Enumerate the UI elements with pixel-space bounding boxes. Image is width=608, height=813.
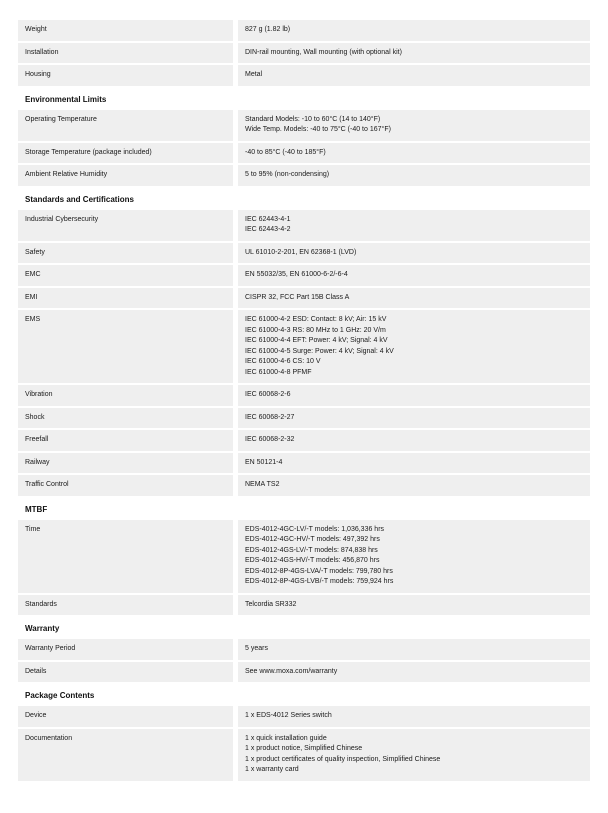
table-row <box>18 385 590 406</box>
table-row <box>18 288 590 309</box>
value-line: IEC 62443-4-1 <box>245 215 291 223</box>
value-line: 1 x quick installation guide <box>245 734 327 742</box>
value-line: EDS-4012-4GC-LV/-T models: 1,036,336 hrs <box>245 525 385 533</box>
row-label: Standards <box>18 595 233 616</box>
value-line: EDS-4012-4GS-LV/-T models: 874,838 hrs <box>245 546 378 554</box>
value-line: IEC 61000-4-8 PFMF <box>245 368 312 376</box>
table-row <box>18 639 590 660</box>
section-title: Warranty <box>25 624 60 633</box>
value-line: -40 to 85°C (-40 to 185°F) <box>245 148 326 156</box>
row-value <box>238 385 590 406</box>
value-line: 827 g (1.82 lb) <box>245 26 291 33</box>
table-row <box>18 43 590 64</box>
table-row <box>18 662 590 683</box>
spec-section <box>18 624 590 682</box>
row-value <box>238 20 590 41</box>
table-row <box>18 243 590 264</box>
table-row <box>18 729 590 781</box>
row-label: EMC <box>18 265 233 286</box>
table-row <box>18 706 590 727</box>
value-line: IEC 61000-4-3 RS: 80 MHz to 1 GHz: 20 V/m <box>245 326 386 334</box>
row-label: Vibration <box>18 385 233 406</box>
table-row <box>18 430 590 451</box>
value-line: 1 x warranty card <box>245 766 299 773</box>
value-line: EDS-4012-4GC-HV/-T models: 497,392 hrs <box>245 536 380 543</box>
table-row <box>18 265 590 286</box>
row-value <box>238 595 590 616</box>
table-row <box>18 408 590 429</box>
table-row <box>18 210 590 241</box>
row-label: EMI <box>18 288 233 309</box>
value-line: EN 55032/35, EN 61000-6-2/-6-4 <box>245 271 348 278</box>
row-label: Ambient Relative Humidity <box>18 165 233 186</box>
row-label: Operating Temperature <box>18 110 233 141</box>
row-value <box>238 662 590 683</box>
spec-section <box>18 20 590 86</box>
row-value <box>238 110 590 141</box>
section-title: Package Contents <box>25 691 95 700</box>
table-row <box>18 520 590 593</box>
row-label: Freefall <box>18 430 233 451</box>
spec-section <box>18 95 590 186</box>
row-label: Housing <box>18 65 233 86</box>
value-line: Standard Models: -10 to 60°C (14 to 140°F) <box>245 115 381 123</box>
row-label: Shock <box>18 408 233 429</box>
value-line: EDS-4012-8P-4GS-LVA/-T models: 799,780 hrs <box>245 567 393 575</box>
value-line: IEC 61000-4-5 Surge: Power: 4 kV; Signal: 4 kV <box>245 347 394 355</box>
value-line: Wide Temp. Models: -40 to 75°C (-40 to 167°F) <box>245 126 391 133</box>
table-row <box>18 143 590 164</box>
row-value <box>238 729 590 781</box>
value-line: 1 x product certificates of quality inspection, Simplified Chinese <box>245 755 441 763</box>
value-line: IEC 61000-4-6 CS: 10 V <box>245 358 321 365</box>
row-label: Details <box>18 662 233 683</box>
row-value <box>238 243 590 264</box>
spec-table <box>18 20 590 781</box>
value-line: IEC 62443-4-2 <box>245 226 291 233</box>
row-value <box>238 475 590 496</box>
value-line: See www.moxa.com/warranty <box>245 667 338 675</box>
value-line: UL 61010-2-201, EN 62368-1 (LVD) <box>245 248 357 256</box>
row-label: Safety <box>18 243 233 264</box>
row-label: Weight <box>18 20 233 41</box>
spec-section <box>18 195 590 496</box>
table-row <box>18 165 590 186</box>
row-value <box>238 165 590 186</box>
row-value <box>238 639 590 660</box>
row-value <box>238 706 590 727</box>
row-label: EMS <box>18 310 233 383</box>
table-row <box>18 65 590 86</box>
value-line: IEC 61000-4-4 EFT: Power: 4 kV; Signal: 4 kV <box>245 337 388 344</box>
section-title: Environmental Limits <box>25 94 107 104</box>
spec-section <box>18 691 590 781</box>
row-value <box>238 65 590 86</box>
row-value <box>238 310 590 383</box>
table-row <box>18 475 590 496</box>
value-line: 5 to 95% (non-condensing) <box>245 171 330 178</box>
value-line: Metal <box>245 71 263 78</box>
value-line: DIN-rail mounting, Wall mounting (with optional kit) <box>245 48 402 56</box>
row-label: Documentation <box>18 729 233 781</box>
table-row <box>18 453 590 474</box>
row-label: Warranty Period <box>18 639 233 660</box>
table-row <box>18 20 590 41</box>
section-title: MTBF <box>25 504 48 514</box>
row-label: Industrial Cybersecurity <box>18 210 233 241</box>
row-value <box>238 143 590 164</box>
row-label: Device <box>18 706 233 727</box>
value-line: IEC 61000-4-2 ESD: Contact: 8 kV; Air: 15 kV <box>245 316 387 323</box>
table-row <box>18 310 590 383</box>
value-line: EDS-4012-8P-4GS-LVB/-T models: 759,924 hrs <box>245 578 394 585</box>
row-label: Traffic Control <box>18 475 233 496</box>
row-value <box>238 430 590 451</box>
value-line: CISPR 32, FCC Part 15B Class A <box>245 293 350 301</box>
row-value <box>238 453 590 474</box>
value-line: EDS-4012-4GS-HV/-T models: 456,870 hrs <box>245 557 380 564</box>
section-title: Standards and Certifications <box>25 194 134 204</box>
value-line: NEMA TS2 <box>245 481 280 488</box>
value-line: 1 x EDS-4012 Series switch <box>245 712 332 719</box>
value-line: IEC 60068-2-6 <box>245 391 291 398</box>
row-value <box>238 210 590 241</box>
value-line: 5 years <box>245 645 268 652</box>
row-label: Installation <box>18 43 233 64</box>
row-label: Railway <box>18 453 233 474</box>
value-line: Telcordia SR332 <box>245 600 297 608</box>
table-row <box>18 110 590 141</box>
spec-section <box>18 505 590 616</box>
value-line: 1 x product notice, Simplified Chinese <box>245 745 363 752</box>
row-label: Storage Temperature (package included) <box>18 143 233 164</box>
row-value <box>238 520 590 593</box>
row-value <box>238 288 590 309</box>
row-value <box>238 265 590 286</box>
value-line: IEC 60068-2-27 <box>245 413 295 421</box>
row-value <box>238 408 590 429</box>
row-value <box>238 43 590 64</box>
table-row <box>18 595 590 616</box>
value-line: EN 50121-4 <box>245 458 283 466</box>
value-line: IEC 60068-2-32 <box>245 436 295 443</box>
row-label: Time <box>18 520 233 593</box>
